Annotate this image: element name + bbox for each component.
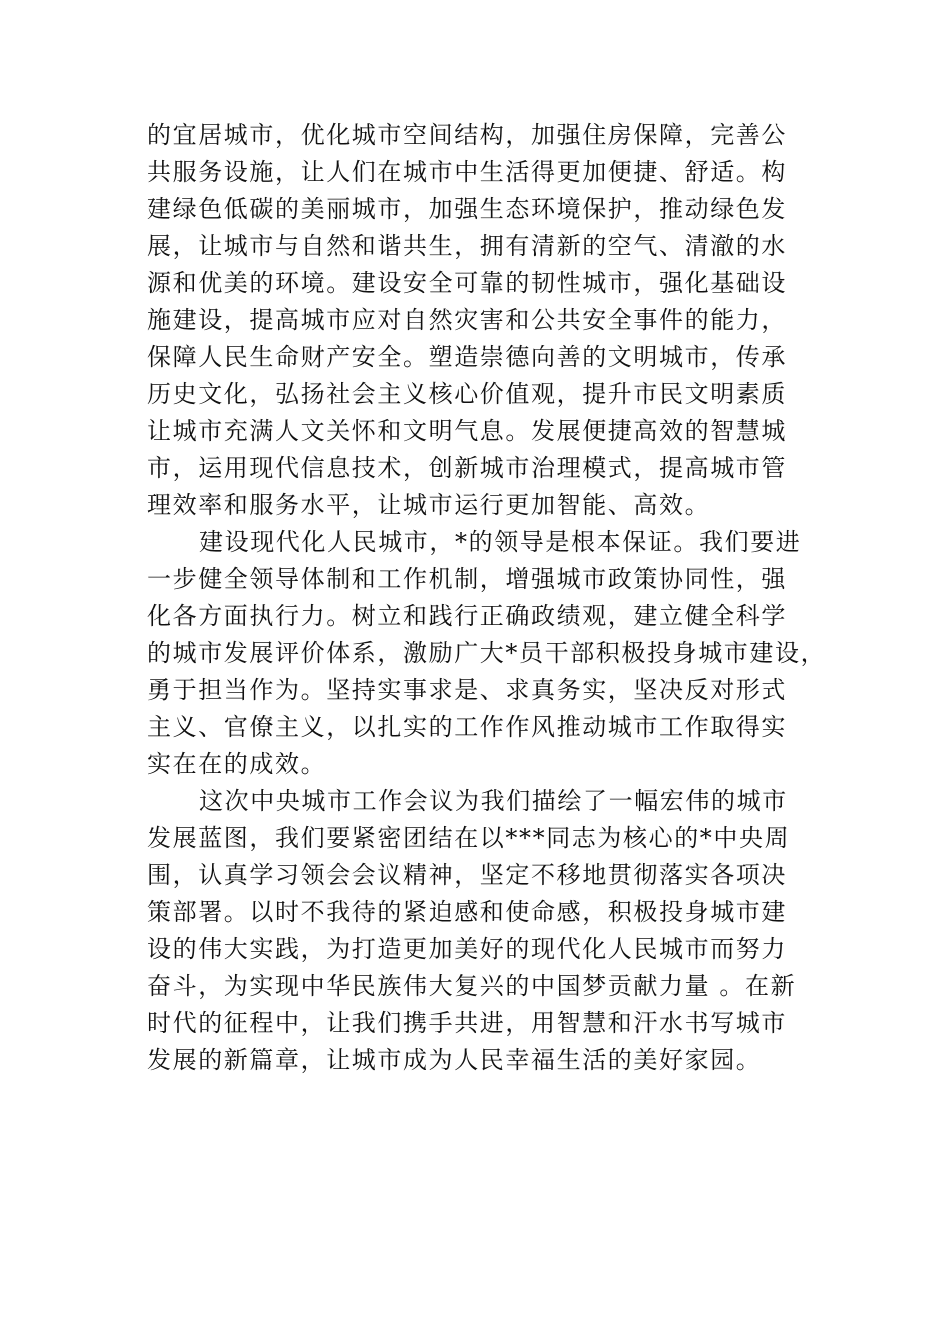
document-body (147, 117, 827, 1079)
paragraph-first-line: 这次中央城市工作会议为我们描绘了一幅宏伟的城市 (199, 787, 788, 815)
text-line: 实在在的成效。 (147, 750, 327, 778)
text-line: 保障人民生命财产安全。塑造崇德向善的文明城市，传承 (147, 343, 787, 371)
text-line: 设的伟大实践，为打造更加美好的现代化人民城市而努力 (147, 935, 787, 963)
text-line: 施建设，提高城市应对自然灾害和公共安全事件的能力， (147, 306, 787, 334)
text-line: 主义、官僚主义，以扎实的工作作风推动城市工作取得实 (147, 713, 787, 741)
text-line: 发展的新篇章，让城市成为人民幸福生活的美好家园。 (147, 1046, 762, 1074)
text-line: 的宜居城市，优化城市空间结构，加强住房保障，完善公 (147, 121, 787, 149)
text-line: 围，认真学习领会会议精神，坚定不移地贯彻落实各项决 (147, 861, 787, 889)
text-line: 共服务设施，让人们在城市中生活得更加便捷、舒适。构 (147, 158, 787, 186)
text-line: 理效率和服务水平，让城市运行更加智能、高效。 (147, 491, 711, 519)
text-line: 的城市发展评价体系，激励广大*员干部积极投身城市建设， (147, 639, 827, 667)
text-line: 源和优美的环境。建设安全可靠的韧性城市，强化基础设 (147, 269, 787, 297)
text-line: 一步健全领导体制和工作机制，增强城市政策协同性，强 (147, 565, 787, 593)
text-line: 展，让城市与自然和谐共生，拥有清新的空气、清澈的水 (147, 232, 787, 260)
text-line: 历史文化，弘扬社会主义核心价值观，提升市民文明素质 (147, 380, 787, 408)
text-line: 勇于担当作为。坚持实事求是、求真务实，坚决反对形式 (147, 676, 787, 704)
text-line: 奋斗，为实现中华民族伟大复兴的中国梦贡献力量 。在新 (147, 972, 797, 1000)
text-line: 策部署。以时不我待的紧迫感和使命感，积极投身城市建 (147, 898, 787, 926)
text-line: 发展蓝图，我们要紧密团结在以***同志为核心的*中央周 (147, 824, 791, 852)
text-line: 化各方面执行力。树立和践行正确政绩观，建立健全科学 (147, 602, 787, 630)
paragraph-first-line: 建设现代化人民城市，*的领导是根本保证。我们要进 (199, 528, 802, 556)
text-line: 市，运用现代信息技术，创新城市治理模式，提高城市管 (147, 454, 787, 482)
text-line: 建绿色低碳的美丽城市，加强生态环境保护，推动绿色发 (147, 195, 787, 223)
text-line: 让城市充满人文关怀和文明气息。发展便捷高效的智慧城 (147, 417, 787, 445)
text-line: 时代的征程中，让我们携手共进，用智慧和汗水书写城市 (147, 1009, 787, 1037)
